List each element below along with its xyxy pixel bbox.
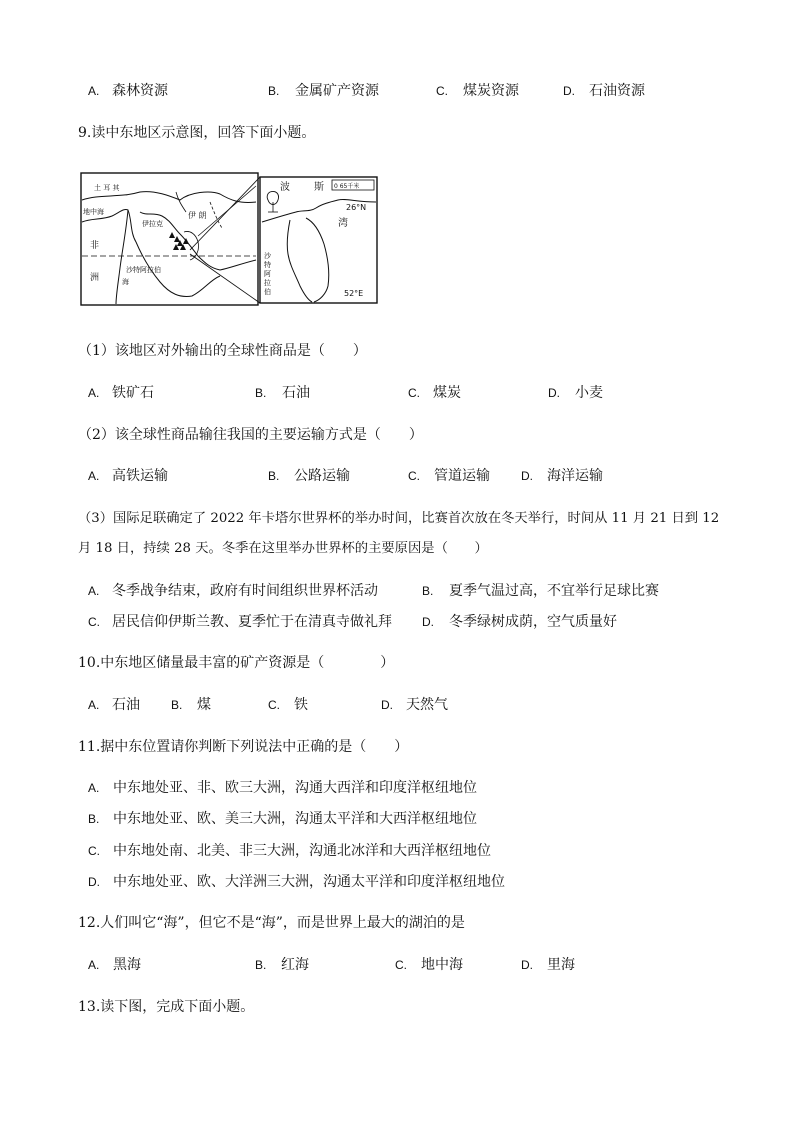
q9-stem: 9.读中东地区示意图，回答下面小题。 bbox=[78, 125, 316, 141]
map-label-bay: 湾 bbox=[338, 218, 348, 229]
q9-sub3-option-a-text[interactable]: 冬季战争结束，政府有时间组织世界杯活动 bbox=[112, 583, 378, 599]
q11-option-b-text[interactable]: 中东地处亚、欧、美三大洲，沟通太平洋和大西洋枢纽地位 bbox=[113, 811, 477, 827]
map-inset-saudi-1: 沙 bbox=[264, 252, 271, 260]
q9-sub2-option-d-letter: D. bbox=[521, 469, 533, 483]
map-label-turkey: 土 耳 其 bbox=[94, 184, 120, 192]
q10-option-a-letter: A. bbox=[88, 698, 100, 712]
q12-option-d-text[interactable]: 里海 bbox=[547, 957, 575, 973]
map-label-africa-1: 非 bbox=[90, 241, 100, 251]
q11-stem: 11.据中东位置请你判断下列说法中正确的是（ ） bbox=[78, 739, 409, 755]
q9-sub3-option-b-text[interactable]: 夏季气温过高，不宜举行足球比赛 bbox=[449, 583, 659, 599]
q12-option-b-letter: B. bbox=[255, 958, 267, 972]
q9-sub1-option-c-text[interactable]: 煤炭 bbox=[433, 385, 461, 401]
q10-option-d-text[interactable]: 天然气 bbox=[406, 697, 448, 713]
q8-option-b-letter: B. bbox=[268, 84, 280, 98]
q11-option-c-letter: C. bbox=[88, 844, 100, 858]
q10-option-b-letter: B. bbox=[171, 698, 183, 712]
q12-option-b-text[interactable]: 红海 bbox=[281, 957, 309, 973]
q9-sub2-option-b-letter: B. bbox=[268, 469, 280, 483]
map-inset-saudi-4: 拉 bbox=[264, 279, 271, 287]
q12-option-c-letter: C. bbox=[395, 958, 407, 972]
map-label-red-sea: 海 bbox=[122, 278, 129, 286]
q13-stem: 13.读下图，完成下面小题。 bbox=[78, 999, 255, 1015]
q9-sub3-options-row1 bbox=[0, 580, 794, 602]
q8-option-d-text[interactable]: 石油资源 bbox=[589, 83, 645, 99]
q9-sub1-option-d-text[interactable]: 小麦 bbox=[575, 385, 603, 401]
q9-sub1-option-a-letter: A. bbox=[88, 386, 100, 400]
q9-sub3-option-b-letter: B. bbox=[422, 584, 434, 598]
q8-option-a-text[interactable]: 森林资源 bbox=[112, 83, 168, 99]
q9-sub1-option-a-text[interactable]: 铁矿石 bbox=[112, 385, 154, 401]
map-label-persian-2: 斯 bbox=[314, 182, 324, 193]
map-label-iran: 伊 朗 bbox=[188, 211, 207, 220]
q12-options bbox=[0, 954, 794, 976]
q12-option-d-letter: D. bbox=[521, 958, 533, 972]
q10-stem: 10.中东地区储量最丰富的矿产资源是（ ） bbox=[78, 655, 395, 671]
q9-sub2-stem: （2）该全球性商品输往我国的主要运输方式是（ ） bbox=[78, 427, 423, 443]
map-longitude-label: 52°E bbox=[344, 289, 364, 298]
q9-sub1-option-b-text[interactable]: 石油 bbox=[282, 385, 310, 401]
q9-sub1-option-c-letter: C. bbox=[408, 386, 420, 400]
q9-sub3-option-c-text[interactable]: 居民信仰伊斯兰教、夏季忙于在清真寺做礼拜 bbox=[112, 614, 392, 630]
q9-sub3-stem-line2: 月 18 日，持续 28 天。冬季在这里举办世界杯的主要原因是（ ） bbox=[78, 541, 488, 556]
q10-option-c-letter: C. bbox=[268, 698, 280, 712]
map-label-mediterranean: 地中海 bbox=[83, 208, 104, 216]
q8-option-c-text[interactable]: 煤炭资源 bbox=[463, 83, 519, 99]
q10-option-b-text[interactable]: 煤 bbox=[197, 697, 211, 713]
q9-sub3-options-row2 bbox=[0, 611, 794, 633]
q11-option-d[interactable] bbox=[0, 871, 794, 893]
q9-sub3-stem-line1: （3）国际足联确定了 2022 年卡塔尔世界杯的举办时间，比赛首次放在冬天举行，时间从 11 月 21 日到 12 bbox=[78, 511, 720, 526]
q9-sub2-options bbox=[0, 465, 794, 487]
q9-sub2-option-b-text[interactable]: 公路运输 bbox=[294, 468, 350, 484]
q9-sub1-option-d-letter: D. bbox=[548, 386, 560, 400]
q10-option-a-text[interactable]: 石油 bbox=[112, 697, 140, 713]
q9-sub1-option-b-letter: B. bbox=[255, 386, 267, 400]
q9-sub2-option-a-letter: A. bbox=[88, 469, 100, 483]
q9-sub2-option-c-text[interactable]: 管道运输 bbox=[434, 468, 490, 484]
map-inset-saudi-5: 伯 bbox=[264, 288, 271, 296]
q12-option-c-text[interactable]: 地中海 bbox=[421, 957, 463, 973]
middle-east-map bbox=[80, 172, 380, 306]
map-label-persian-1: 波 bbox=[280, 182, 290, 193]
q8-option-d-letter: D. bbox=[563, 84, 575, 98]
q9-sub1-stem: （1）该地区对外输出的全球性商品是（ ） bbox=[78, 343, 367, 359]
q8-options bbox=[0, 80, 794, 102]
map-label-saudi: 沙特阿拉伯 bbox=[126, 266, 161, 274]
q11-option-c[interactable] bbox=[0, 840, 794, 862]
map-inset-saudi-3: 阿 bbox=[264, 270, 271, 278]
q12-option-a-letter: A. bbox=[88, 958, 100, 972]
q9-sub3-option-d-letter: D. bbox=[422, 615, 434, 629]
map-inset-saudi-2: 特 bbox=[264, 261, 271, 269]
map-scale-label: 0 65千米 bbox=[334, 183, 360, 190]
q11-option-d-text[interactable]: 中东地处亚、欧、大洋洲三大洲，沟通太平洋和印度洋枢纽地位 bbox=[113, 874, 505, 890]
q11-option-c-text[interactable]: 中东地处南、北美、非三大洲，沟通北冰洋和大西洋枢纽地位 bbox=[113, 843, 491, 859]
q9-sub2-option-c-letter: C. bbox=[408, 469, 420, 483]
q10-option-c-text[interactable]: 铁 bbox=[294, 697, 308, 713]
q11-option-a[interactable] bbox=[0, 777, 794, 799]
q9-sub3-option-c-letter: C. bbox=[88, 615, 100, 629]
q9-sub3-option-a-letter: A. bbox=[88, 584, 100, 598]
q8-option-b-text[interactable]: 金属矿产资源 bbox=[295, 83, 379, 99]
q9-sub2-option-d-text[interactable]: 海洋运输 bbox=[547, 468, 603, 484]
q11-option-b-letter: B. bbox=[88, 812, 100, 826]
q8-option-c-letter: C. bbox=[436, 84, 448, 98]
q11-option-b[interactable] bbox=[0, 808, 794, 830]
map-label-iraq: 伊拉克 bbox=[142, 220, 163, 228]
q8-option-a-letter: A. bbox=[88, 84, 100, 98]
q10-options bbox=[0, 694, 794, 716]
map-latitude-label: 26°N bbox=[346, 203, 367, 212]
q11-option-a-text[interactable]: 中东地处亚、非、欧三大洲，沟通大西洋和印度洋枢纽地位 bbox=[113, 780, 477, 796]
q12-option-a-text[interactable]: 黑海 bbox=[113, 957, 141, 973]
q10-option-d-letter: D. bbox=[381, 698, 393, 712]
q9-sub3-option-d-text[interactable]: 冬季绿树成荫，空气质量好 bbox=[449, 614, 617, 630]
q9-sub2-option-a-text[interactable]: 高铁运输 bbox=[112, 468, 168, 484]
q11-option-d-letter: D. bbox=[88, 875, 100, 889]
q11-option-a-letter: A. bbox=[88, 781, 100, 795]
q12-stem: 12.人们叫它“海”，但它不是“海”，而是世界上最大的湖泊的是 bbox=[78, 915, 465, 931]
q9-sub1-options bbox=[0, 382, 794, 404]
map-label-africa-2: 洲 bbox=[90, 273, 100, 283]
